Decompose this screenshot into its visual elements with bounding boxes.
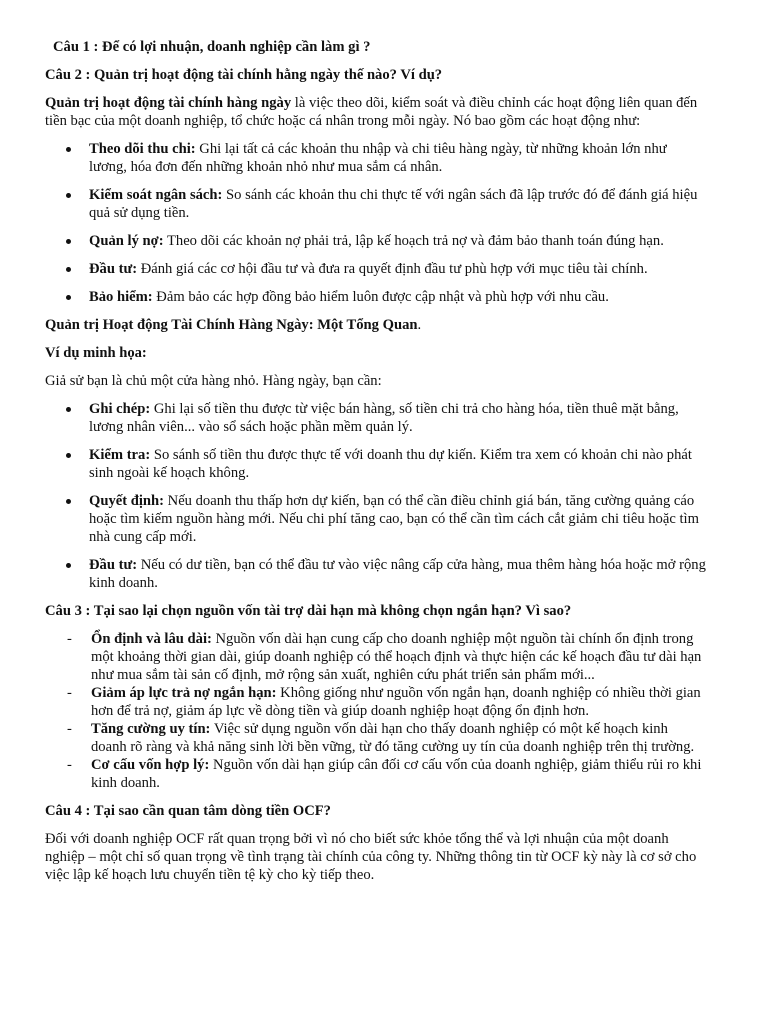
item-term: Quyết định: [89,493,165,509]
item-term: Giảm áp lực trả nợ ngắn hạn: [91,685,277,701]
item-text: Theo dõi các khoản nợ phải trả, lập kế hoạch trả nợ và đảm bảo thanh toán đúng hạn. [163,233,664,249]
item-text: Việc sử dụng nguồn vốn dài hạn cho thấy doanh nghiệp có một kế hoạch kinh doanh rõ ràng và khả năng sinh lời bền vững, từ đó tăng cường uy tín của doanh nghiệp trên thị trường. [91,721,695,755]
bullet-icon [66,499,71,504]
item-term: Kiểm soát ngân sách: [89,187,223,203]
item-term: Tăng cường uy tín: [91,721,211,737]
item-text: Nguồn vốn dài hạn giúp cân đối cơ cấu vốn của doanh nghiệp, giảm thiểu rủi ro khi kinh doanh. [91,757,702,791]
item-term: Cơ cấu vốn hợp lý: [91,757,210,773]
intro-text: là việc theo dõi, kiểm soát và điều chỉnh các hoạt động liên quan đến tiền bạc của một doanh nghiệp, tổ chức hoặc cá nhân trong mỗi ngày. Nó bao gồm các hoạt động như: [45,95,698,129]
item-term: Kiểm tra: [89,447,151,463]
intro-term: Quản trị hoạt động tài chính hàng ngày [45,95,292,111]
overview-line [45,316,707,334]
list-item [89,232,707,250]
intro-paragraph [45,94,707,130]
dash-marker: - [67,721,72,737]
item-text: Đảm bảo các hợp đồng bảo hiểm luôn được cập nhật và phù hợp với nhu cầu. [152,289,609,305]
question-3-heading: Câu 3 : Tại sao lại chọn nguồn vốn tài trợ dài hạn mà không chọn ngắn hạn? Vì sao? [45,603,572,619]
item-term: Bảo hiểm: [89,289,153,305]
item-term: Quản lý nợ: [89,233,164,249]
list-item [89,288,707,306]
item-term: Đầu tư: [89,557,138,573]
ocf-paragraph: Đối với doanh nghiệp OCF rất quan trọng bởi vì nó cho biết sức khỏe tổng thể và lợi nhuận của một doanh nghiệp – một chỉ số quan trọng về tình trạng tài chính của công ty. Những thông tin từ OCF kỳ này là cơ sở cho việc lập kế hoạch lưu chuyển tiền tệ kỳ cho kỳ tiếp theo. [45,831,697,883]
dash-marker: - [67,757,72,773]
item-term: Ổn định và lâu dài: [91,631,212,647]
item-text: Ghi lại số tiền thu được từ việc bán hàng, số tiền chi trả cho hàng hóa, tiền thuê mặt bằng, lương nhân viên... vào sổ sách hoặc phần mềm quản lý. [89,401,679,435]
bullet-icon [66,295,71,300]
list-item [89,446,707,482]
bullet-icon [66,563,71,568]
item-text: Ghi lại tất cả các khoản thu nhập và chi tiêu hàng ngày, từ những khoản lớn như lương, hóa đơn đến những khoản nhỏ như mua sắm cá nhân. [89,141,667,175]
dash-marker: - [67,631,72,647]
list-item [89,400,707,436]
list-item [67,720,707,756]
question-4-heading: Câu 4 : Tại sao cần quan tâm dòng tiền OCF? [45,803,331,819]
reasons-list [45,630,707,792]
bullet-icon [66,147,71,152]
item-text: Nếu có dư tiền, bạn có thể đầu tư vào việc nâng cấp cửa hàng, mua thêm hàng hóa hoặc mở rộng kinh doanh. [89,557,706,591]
bullet-icon [66,453,71,458]
list-item [67,756,707,792]
example-list [45,400,707,592]
overview-period: . [417,317,422,333]
item-text: So sánh các khoản thu chi thực tế với ngân sách đã lập trước đó để đánh giá hiệu quả sử dụng tiền. [89,187,698,221]
list-item [89,260,707,278]
bullet-icon [66,267,71,272]
item-text: Nguồn vốn dài hạn cung cấp cho doanh nghiệp một nguồn tài chính ổn định trong một khoảng thời gian dài, giúp doanh nghiệp có thể hoạch định và thực hiện các kế hoạch đầu tư dài hạn như mua sắm tài sản cố định, mở rộng sản xuất, nghiên cứu phát triển sản phẩm mới... [91,631,702,683]
overview-title: Quản trị Hoạt động Tài Chính Hàng Ngày: Một Tổng Quan [45,317,418,333]
item-text: So sánh số tiền thu được thực tế với doanh thu dự kiến. Kiểm tra xem có khoản chi nào phát sinh ngoài kế hoạch không. [89,447,692,481]
dash-marker: - [67,685,72,701]
bullet-icon [66,239,71,244]
bullet-icon [66,407,71,412]
list-item [89,556,707,592]
item-text: Không giống như nguồn vốn ngắn hạn, doanh nghiệp có nhiều thời gian hơn để trả nợ, giảm áp lực về dòng tiền và giúp doanh nghiệp hoạt động ổn định hơn. [91,685,701,719]
list-item [89,186,707,222]
item-text: Đánh giá các cơ hội đầu tư và đưa ra quyết định đầu tư phù hợp với mục tiêu tài chính. [137,261,648,277]
item-term: Ghi chép: [89,401,151,417]
example-heading: Ví dụ minh họa: [45,345,147,361]
example-intro: Giả sử bạn là chủ một cửa hàng nhỏ. Hàng ngày, bạn cần: [45,373,382,389]
item-text: Nếu doanh thu thấp hơn dự kiến, bạn có thể cần điều chỉnh giá bán, tăng cường quảng cáo hoặc tìm kiếm nguồn hàng mới. Nếu chi phí tăng cao, bạn có thể cần tìm cách cắt giảm chi tiêu hoặc tìm nhà cung cấp mới. [89,493,699,545]
item-term: Đầu tư: [89,261,138,277]
list-item [89,492,707,546]
question-1-heading: Câu 1 : Để có lợi nhuận, doanh nghiệp cần làm gì ? [53,39,371,55]
list-item [67,630,707,684]
list-item [67,684,707,720]
list-item [89,140,707,176]
bullet-icon [66,193,71,198]
activities-list [45,140,707,306]
question-2-heading: Câu 2 : Quản trị hoạt động tài chính hằng ngày thế nào? Ví dụ? [45,67,443,83]
item-term: Theo dõi thu chi: [89,141,196,157]
document-page [45,38,707,894]
